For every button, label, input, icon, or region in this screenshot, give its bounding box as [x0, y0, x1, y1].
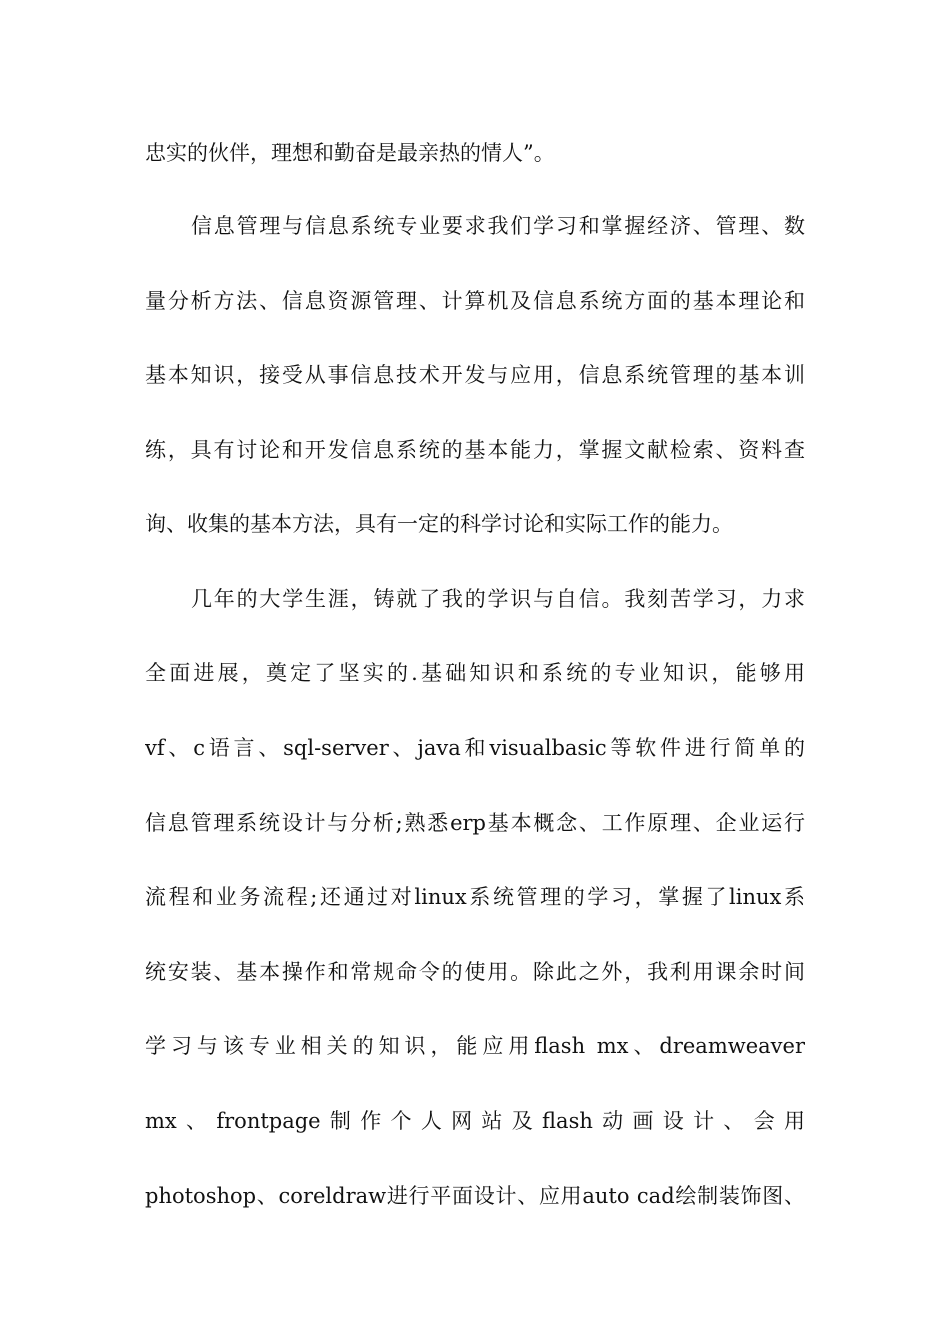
text-line: 信息管理系统设计与分析;熟悉erp基本概念、工作原理、企业运行: [145, 811, 805, 835]
text-line: 统安装、基本操作和常规命令的使用。除此之外，我利用课余时间: [145, 960, 805, 984]
text-line: 量分析方法、信息资源管理、计算机及信息系统方面的基本理论和: [145, 289, 805, 313]
text-line: 基本知识，接受从事信息技术开发与应用，信息系统管理的基本训: [145, 363, 805, 387]
text-line: 流程和业务流程;还通过对linux系统管理的学习，掌握了linux系: [145, 885, 805, 909]
text-line: photoshop、coreldraw进行平面设计、应用auto cad绘制装饰图、: [145, 1184, 805, 1208]
text-line: 询、收集的基本方法，具有一定的科学讨论和实际工作的能力。: [145, 512, 733, 536]
text-line: vf、c语言、sql-server、java和visualbasic等软件进行简单的: [145, 736, 805, 760]
text-line: 练，具有讨论和开发信息系统的基本能力，掌握文献检索、资料查: [145, 438, 805, 462]
paragraph-first-line: 信息管理与信息系统专业要求我们学习和掌握经济、管理、数: [191, 214, 805, 238]
text-line: 学习与该专业相关的知识，能应用flash mx、dreamweaver: [145, 1034, 805, 1058]
text-line: 全面进展，奠定了坚实的.基础知识和系统的专业知识，能够用: [145, 661, 805, 685]
text-line: 忠实的伙伴，理想和勤奋是最亲热的情人”。: [145, 141, 555, 165]
text-line: mx、frontpage制作个人网站及flash动画设计、会用: [145, 1109, 805, 1133]
paragraph-first-line: 几年的大学生涯，铸就了我的学识与自信。我刻苦学习，力求: [191, 587, 805, 611]
